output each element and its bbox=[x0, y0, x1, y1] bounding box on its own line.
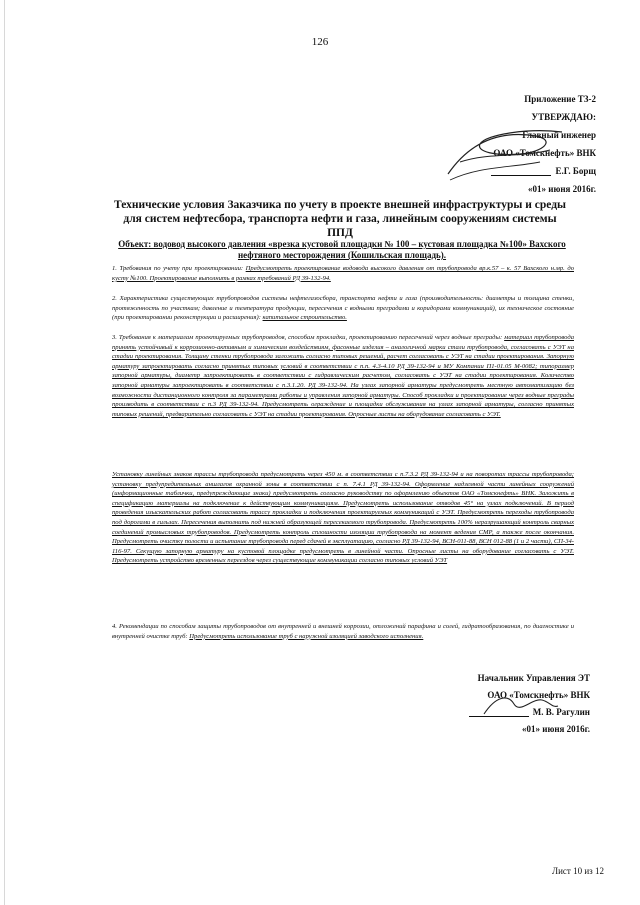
section-3-text: материал трубопровода принять устойчивый к коррозионно-активным и химическим воздействиям, фасонные изделия – аналогичной марки стали трубопровода, согласовать с УЭТ на стадии проектирования. Толщину стенки трубопровода заложить согласно типовых решений, расчет согласовать с УЭТ на стадии проектирования. Запорную арматуру запроектировать согласно принятых типовых условий в соответствии с п.п. 4.3-4.10 РД 39-132-94 и МУ Компании П1-01.05 М-0082; типоразмер запорной арматуры, диаметр запроектировать в соответствии с гидравлическим расчетом, согласовать с УЭТ на стадии проектирования. Количество запорной арматуры запроектировать в соответствии с п.3.1.20. РД 39-132-94. На узлах запорной арматуры предусмотреть местную автоматизацию без возможности дистанционного контроля за параметрами работы и управления запорной арматуры. Способ прокладки и проектирование через водные преграды производить в соответствии с п.3 РД 39-132-94. Предусмотреть ограждение и площадки обслуживания на узлах запорной арматуры, согласно принятых типовых решений, предварительно согласовать с УЭТ на стадии проектирования. Опросные листы на оборудование согласовать с УЭТ. bbox=[112, 334, 574, 418]
object-description: Объект: водовод высокого давления «врезка кустовой площадки № 100 – кустовая площадка №100» Вахского нефтяного месторождения (Кошильская площадь). bbox=[118, 239, 566, 260]
approval-name: Е.Г. Борщ bbox=[555, 166, 596, 176]
chief-date: «01» июня 2016г. bbox=[522, 724, 590, 734]
approval-signature bbox=[440, 122, 570, 188]
section-2 bbox=[112, 294, 574, 323]
approve-label: УТВЕРЖДАЮ: bbox=[531, 112, 596, 122]
section-3-lead: 3. Требования к материалам проектируемых трубопроводов, способам прокладки, проектированию пересечений через водные преграды: bbox=[112, 334, 505, 341]
chief-name: М. В. Рагулин bbox=[532, 707, 590, 717]
section-1 bbox=[112, 264, 574, 283]
section-3 bbox=[112, 333, 574, 419]
chief-engineer-label: Главный инженер bbox=[522, 130, 596, 140]
scan-edge-line bbox=[4, 0, 5, 905]
section-1-lead: 1. Требования по учету при проектировании: bbox=[112, 265, 246, 272]
chief-company: ОАО «Томскнефть» ВНК bbox=[487, 690, 590, 700]
section-2-text: капитальное строительство. bbox=[262, 314, 347, 322]
approval-company: ОАО «Томскнефть» ВНК bbox=[493, 148, 596, 158]
section-2-lead: 2. Характеристика существующих трубопроводов системы нефтегазосбора, транспорта нефти и газа (производительность: диаметры и толщина стенки, протяженность по участкам; давление и температура продукции, пересечения с водными преградами и коридорами коммуникаций), их техническое состояние (при проектировании реконструкции и расширения): bbox=[112, 295, 574, 322]
section-linear-signs-text: Установку линейных знаков трассы трубопровода предусмотреть через 450 м. в соответствии с п.7.3.2 РД 39-132-94 и на поворотах трассы трубопровода; установку предупредительных аншлагов охранной зоны в соответствии с п. 7.4.1 РД 39-132-94. Оформление надземной части линейных сооружений (информационные таблички, предупреждающие знаки) предусмотреть согласно руководству по оформлению объектов ОАО «Томскнефть» ВНК. Заложить в спецификацию материалы на подключение к действующим коммуникациям. Предусмотреть использование отводов 45° на узлах подключений. В период проведения изыскательских работ согласовать трассу прокладки и подключения проектируемых коммуникаций с УЭТ. Предусмотреть переходы трубопровода под дорогами в гильзах. Пересечения выполнить под нижней образующей пересекаемого трубопровода. Предусмотреть 100% неразрушающий контроль сварных соединений промысловых трубопроводов. Предусмотреть контроль сплошности изоляции трубопровода на момент ведения СМР, а также после окончания. Предусмотреть очистку полости и испытание трубопровода перед сдачей в эксплуатацию, согласно РД 39-132-94, ВСН-011-88, ВСН 012-88 (1 и 2 части), СП-34-116-97. Секущую запорную арматуру на кустовой площадке предусмотреть в линейной части. Опросные листы на оборудование согласовать с УЭТ. Предусмотреть устройство временных переездов через существующие коммуникации согласно типовых условий УЭТ bbox=[112, 471, 574, 565]
chief-position: Начальник Управления ЭТ bbox=[477, 673, 590, 683]
section-linear-signs bbox=[112, 470, 574, 566]
document-title: Технические условия Заказчика по учету в проекте внешней инфраструктуры и среды для систем нефтесбора, транспорта нефти и газа, линейным сооружениям системы ППД bbox=[113, 199, 567, 239]
approval-date: «01» июня 2016г. bbox=[528, 184, 596, 194]
section-1-text: Предусмотреть проектирование водовода высокого давления от трубопровода вр.к.57 – к. 57 Вахского н.мр. до кусту №100. Проектирование выполнить в рамках требований РД 39-132-94. bbox=[112, 265, 574, 282]
section-4-text: Предусмотреть использование труб с наружной изоляцией заводского исполнения. bbox=[189, 632, 424, 640]
page-number: 126 bbox=[311, 36, 329, 48]
appendix-label: Приложение ТЗ-2 bbox=[524, 94, 596, 104]
sheet-counter: Лист 10 из 12 bbox=[552, 866, 604, 876]
section-4-lead: 4. Рекомендации по способам защиты трубопроводов от внутренней и внешней коррозии, отложений парафина и солей, гидратообразования, по диагностике и внутренней очистке труб: bbox=[112, 623, 574, 640]
chief-signature bbox=[480, 690, 560, 720]
section-4 bbox=[112, 622, 574, 641]
